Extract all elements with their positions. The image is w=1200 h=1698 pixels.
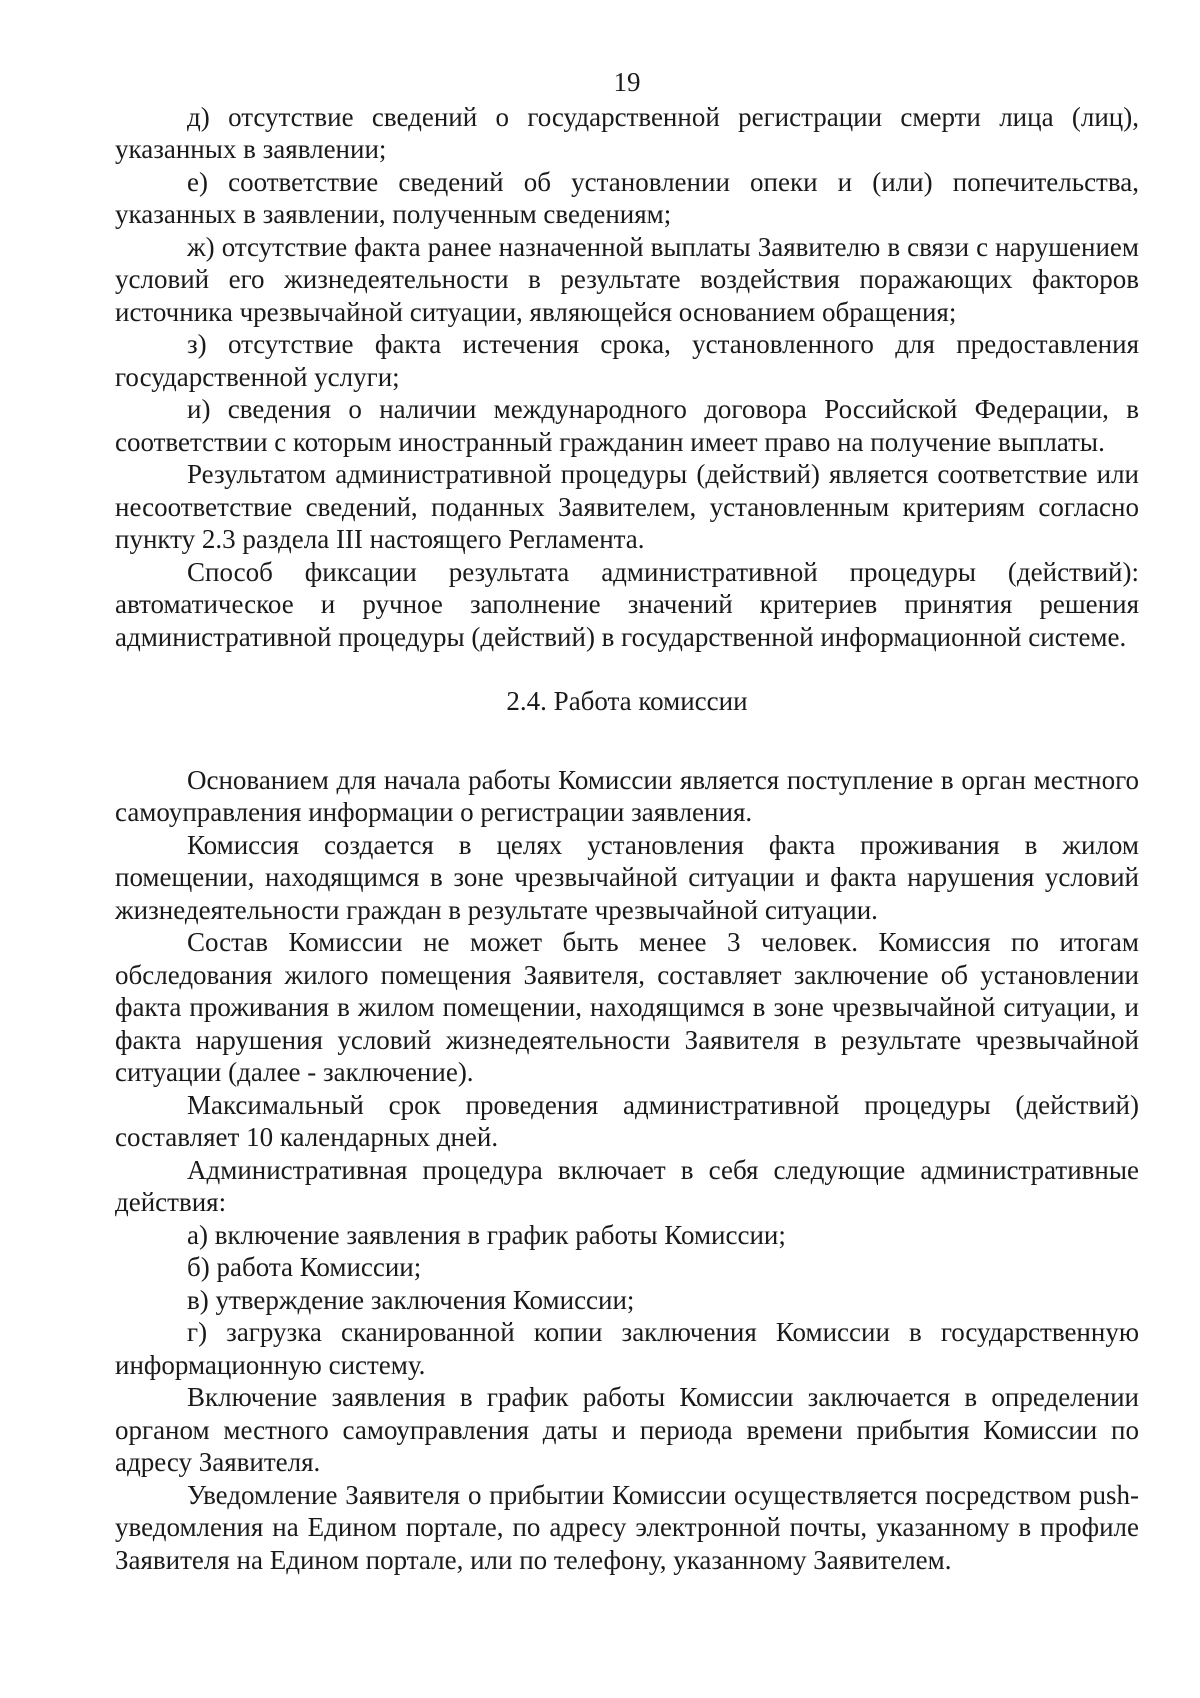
paragraph-z: з) отсутствие факта истечения срока, установленного для предоставления государственной услуги; <box>115 329 1139 392</box>
paragraph-result: Результатом административной процедуры (действий) является соответствие или несоответствие сведений, поданных Заявителем, установленным критериям согласно пункту 2.3 раздела III настоящего Регламента. <box>115 459 1139 554</box>
paragraph-procedure-actions: Административная процедура включает в себя следующие административные действия: <box>115 1154 1139 1217</box>
list-item-b: б) работа Комиссии; <box>187 1252 422 1282</box>
list-item-a: а) включение заявления в график работы Комиссии; <box>187 1219 786 1250</box>
paragraph-commission-composition: Состав Комиссии не может быть менее 3 человек. Комиссия по итогам обследования жилого помещения Заявителя, составляет заключение об установлении факта проживания в жилом помещении, находящимся в зоне чрезвычайной ситуации, и факта нарушения условий жизнедеятельности Заявителя в результате чрезвычайной ситуации (далее - заключение). <box>115 927 1139 1087</box>
paragraph-notification: Уведомление Заявителя о прибытии Комиссии осуществляется посредством push-уведомления на Едином портале, по адресу электронной почты, указанному в профиле Заявителя на Едином портале, или по телефону, указанному Заявителем. <box>115 1479 1139 1575</box>
list-item-v: в) утверждение заключения Комиссии; <box>187 1284 635 1315</box>
paragraph-i: и) сведения о наличии международного договора Российской Федерации, в соответствии с которым иностранный гражданин имеет право на получение выплаты. <box>115 394 1139 457</box>
document-page <box>115 66 1139 1576</box>
paragraph-d: д) отсутствие сведений о государственной регистрации смерти лица (лиц), указанных в заявлении; <box>115 101 1139 164</box>
paragraph-schedule-inclusion: Включение заявления в график работы Комиссии заключается в определении органом местного самоуправления даты и периода времени прибытия Комиссии по адресу Заявителя. <box>115 1382 1139 1477</box>
paragraph-zh: ж) отсутствие факта ранее назначенной выплаты Заявителю в связи с нарушением условий его жизнедеятельности в результате воздействия поражающих факторов источника чрезвычайной ситуации, являющейся основанием обращения; <box>115 231 1139 327</box>
paragraph-commission-purpose: Комиссия создается в целях установления факта проживания в жилом помещении, находящимся в зоне чрезвычайной ситуации и факта нарушения условий жизнедеятельности граждан в результате чрезвычайной ситуации. <box>115 829 1139 925</box>
paragraph-max-term: Максимальный срок проведения административной процедуры (действий) составляет 10 календарных дней. <box>115 1089 1139 1152</box>
paragraph-e: е) соответствие сведений об установлении опеки и (или) попечительства, указанных в заявлении, полученным сведениям; <box>115 166 1139 229</box>
paragraph-commission-basis: Основанием для начала работы Комиссии является поступление в орган местного самоуправления информации о регистрации заявления. <box>115 764 1139 827</box>
section-heading: 2.4. Работа комиссии <box>506 686 748 716</box>
list-item-g: г) загрузка сканированной копии заключения Комиссии в государственную информационную систему. <box>115 1317 1139 1380</box>
paragraph-fixation-method: Способ фиксации результата административной процедуры (действий): автоматическое и ручное заполнение значений критериев принятия решения административной процедуры (действий) в государственной информационной системе. <box>115 556 1139 652</box>
page-number: 19 <box>613 67 641 97</box>
